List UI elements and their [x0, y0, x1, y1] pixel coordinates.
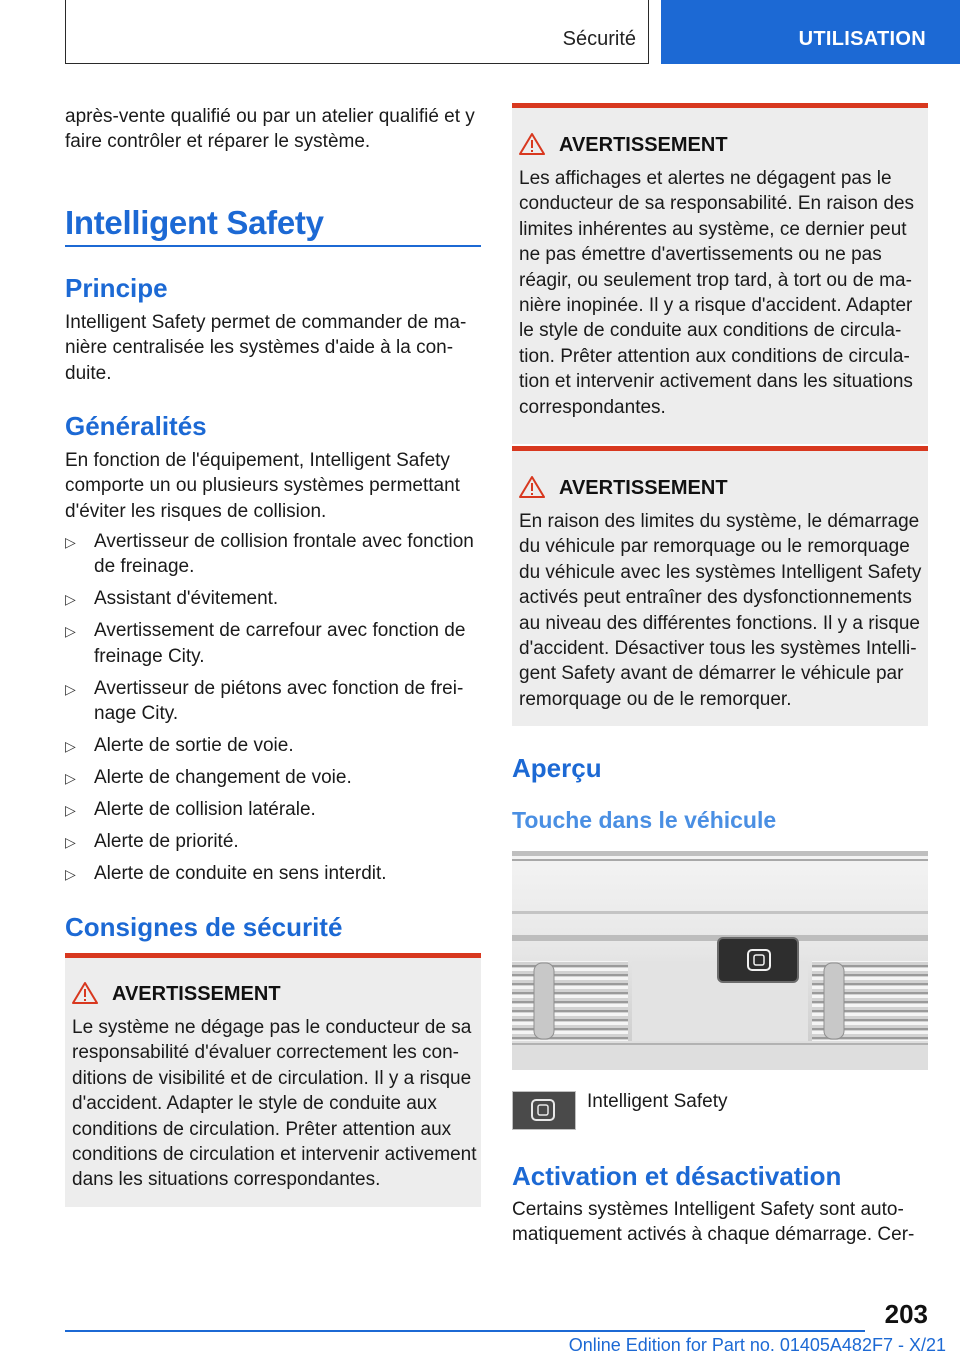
warning-title: AVERTISSEMENT	[112, 983, 281, 1005]
button-caption: Intelligent Safety	[587, 1091, 728, 1112]
bullet-triangle-icon: ▷	[65, 866, 76, 883]
list-item: ▷ Alerte de collision latérale.	[65, 797, 481, 822]
consignes-heading: Consignes de sécurité	[65, 912, 343, 942]
warning-box-left	[65, 953, 481, 1207]
warning-text: Le système ne dégage pas le conducteur de sa responsabilité d'évaluer correctement les conditions de visibilité et de circulation. Il y a risque d'accident. Adapter le style de conduite aux conditions de circulation. Prêter attention aux conditions de circulation et intervenir activement dans les situations correspondantes.	[72, 1017, 477, 1191]
bullet-triangle-icon: ▷	[65, 770, 76, 787]
footer-rule	[65, 1330, 865, 1332]
title-rule	[65, 245, 481, 247]
bullet-triangle-icon: ▷	[65, 738, 76, 755]
apercu-heading: Aperçu	[512, 753, 602, 783]
vehicle-button-photo	[512, 851, 928, 1070]
warning-box-right-2	[512, 446, 928, 726]
bullet-triangle-icon: ▷	[65, 680, 76, 697]
list-item: ▷ Alerte de priorité.	[65, 829, 481, 854]
header-section-box	[65, 0, 649, 64]
list-item: ▷ Avertisseur de piétons avec fonction de freinage City.	[65, 677, 464, 725]
bullet-triangle-icon: ▷	[65, 623, 76, 640]
principe-heading: Principe	[65, 273, 168, 303]
footer-edition: Online Edition for Part no. 01405A482F7 - X/21	[568, 1335, 946, 1355]
header-chapter-tab	[661, 0, 960, 64]
generalites-heading: Généralités	[65, 411, 207, 441]
warning-text: En raison des limites du système, le démarrage du véhicule par remorquage ou le remorquage du véhicule avec les systèmes Intelligent Safety activés peut entraîner des dysfonctionnements au niveau des différentes fonctions. Il y a risque d'accident. Désactiver tous les systèmes Intelligent Safety avant de démarrer le véhicule par remorquage ou de le remorquer.	[519, 511, 922, 710]
bullet-triangle-icon: ▷	[65, 591, 76, 608]
bullet-triangle-icon: ▷	[65, 534, 76, 550]
page-number: 203	[884, 1299, 928, 1329]
warning-text: Les affichages et alertes ne dégagent pas le conducteur de sa responsabilité. En raison des limites inhérentes au système, ce dernier peut ne pas émettre d'avertissements ou ne pas réagir, ou seulement trop tard, à tort ou de manière inopinée. Il y a risque d'accident. Adapter le style de conduite aux conditions de circulation. Prêter attention aux conditions de circulation et intervenir activement dans les situations correspondantes.	[519, 168, 915, 418]
activation-heading: Activation et désactivation	[512, 1161, 842, 1191]
warning-triangle-icon	[72, 981, 98, 1005]
warning-title: AVERTISSEMENT	[559, 477, 728, 499]
warning-title: AVERTISSEMENT	[559, 134, 728, 156]
intelligent-safety-button-icon	[512, 1091, 576, 1130]
bullet-triangle-icon: ▷	[65, 834, 76, 851]
list-item: ▷ Alerte de conduite en sens interdit.	[65, 861, 481, 886]
warning-triangle-icon	[519, 475, 545, 499]
page-title: Intelligent Safety	[65, 204, 324, 241]
bullet-triangle-icon: ▷	[65, 802, 76, 819]
list-item: ▷ Assistant d'évitement.	[65, 586, 481, 611]
feature-list	[65, 529, 481, 893]
generalites-text: En fonction de l'équipement, Intelligent Safety comporte un ou plusieurs systèmes permettant d'éviter les risques de collision.	[65, 450, 460, 522]
activation-text: Certains systèmes Intelligent Safety sont automatiquement activés à chaque démarrage. Cer-	[512, 1199, 915, 1246]
list-item: ▷ Avertisseur de collision frontale avec fonction de freinage.	[65, 531, 474, 578]
list-item: ▷ Alerte de changement de voie.	[65, 765, 481, 790]
list-item: ▷ Alerte de sortie de voie.	[65, 733, 481, 758]
header-section-title: Sécurité	[562, 28, 636, 50]
principe-text: Intelligent Safety permet de commander de manière centralisée les systèmes d'aide à la conduite.	[65, 312, 467, 384]
intro-paragraph: après-vente qualifié ou par un atelier qualifié et y faire contrôler et réparer le système.	[65, 106, 475, 153]
apercu-subheading: Touche dans le véhicule	[512, 807, 777, 833]
list-item: ▷ Avertissement de carrefour avec fonction de freinage City.	[65, 620, 466, 667]
warning-triangle-icon	[519, 132, 545, 156]
warning-box-right-1	[512, 103, 928, 444]
header-chapter-title: UTILISATION	[798, 28, 926, 50]
